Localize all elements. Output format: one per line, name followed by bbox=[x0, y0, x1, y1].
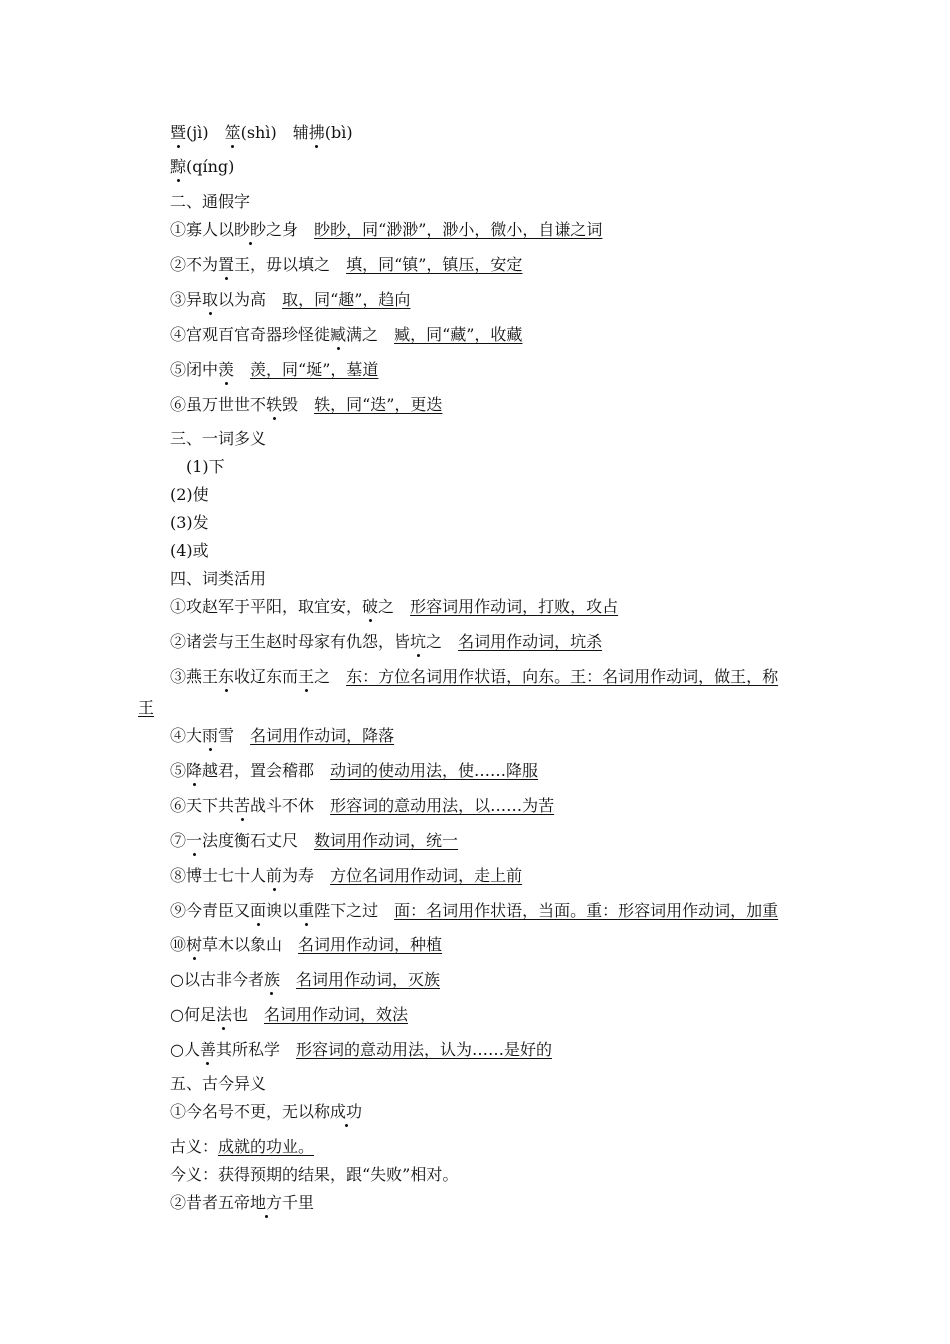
dotted-char: 眇眇 bbox=[234, 220, 267, 239]
item-text: 收辽东而 bbox=[234, 667, 299, 686]
list-item bbox=[170, 725, 394, 747]
list-item bbox=[170, 289, 410, 311]
item-number: ○ bbox=[170, 1040, 184, 1059]
section-heading: 五、古今异义 bbox=[170, 1074, 267, 1093]
item-text: 草木以象山 bbox=[202, 935, 283, 954]
answer-text: 数词用作动词，统一 bbox=[314, 831, 459, 850]
dotted-char: 面 bbox=[250, 901, 267, 920]
item-text: 满之 bbox=[346, 325, 379, 344]
section-heading: 二、通假字 bbox=[170, 192, 251, 211]
dotted-char: 拂 bbox=[308, 123, 325, 142]
dotted-char: 王 bbox=[298, 667, 315, 686]
list-item bbox=[170, 324, 522, 346]
pinyin-line-1 bbox=[170, 122, 353, 144]
item-number: ⑦ bbox=[170, 831, 187, 850]
answer-text: 轶，同“迭”，更迭 bbox=[314, 395, 443, 414]
answer-text: 形容词用作动词，打败，攻占 bbox=[410, 597, 619, 616]
polysemy-item: (2)使 bbox=[170, 485, 209, 504]
item-text: 今名号不更，无以称 bbox=[186, 1102, 331, 1121]
answer-text: 王 bbox=[138, 698, 155, 717]
item-number: ③ bbox=[170, 667, 187, 686]
item-text: 宫观百官奇器珍怪徙 bbox=[186, 325, 331, 344]
answer-text: 名词用作动词，降落 bbox=[250, 726, 395, 745]
dotted-char: 前 bbox=[266, 866, 283, 885]
answer-text: 名词用作动词，种植 bbox=[298, 935, 443, 954]
list-item bbox=[170, 394, 442, 416]
answer-text: 羡，同“埏”，墓道 bbox=[250, 360, 379, 379]
item-number: ④ bbox=[170, 325, 187, 344]
item-text: 燕王 bbox=[186, 667, 219, 686]
list-item bbox=[170, 1039, 552, 1061]
dotted-char: 法 bbox=[215, 1005, 232, 1024]
list-item bbox=[170, 1004, 408, 1026]
item-text: 天下共 bbox=[186, 796, 235, 815]
item-number: ⑤ bbox=[170, 761, 187, 780]
item-text: 千里 bbox=[282, 1193, 315, 1212]
item-number: ⑨ bbox=[170, 901, 187, 920]
item-number: ④ bbox=[170, 726, 187, 745]
answer-text: 方位名词用作动词，走上前 bbox=[330, 866, 523, 885]
item-text: 也 bbox=[232, 1005, 249, 1024]
item-text: 异 bbox=[186, 290, 203, 309]
item-text: 大 bbox=[186, 726, 203, 745]
item-number: ① bbox=[170, 597, 187, 616]
answer-text: 眇眇，同“渺渺”，渺小，微小，自谦之词 bbox=[314, 220, 603, 239]
answer-text: 动词的使动用法，使……降服 bbox=[330, 761, 539, 780]
dotted-char: 地方 bbox=[250, 1193, 283, 1212]
dotted-char: 筮 bbox=[224, 123, 241, 142]
item-text: 王，毋以填之 bbox=[234, 255, 331, 274]
item-text: 今青臣又 bbox=[186, 901, 251, 920]
item-text: 不为 bbox=[186, 255, 219, 274]
item-text: 昔者五帝 bbox=[186, 1193, 251, 1212]
item-number: ○ bbox=[170, 970, 184, 989]
list-item bbox=[170, 666, 778, 688]
list-item bbox=[170, 795, 554, 817]
dotted-char: 善 bbox=[199, 1040, 216, 1059]
list-item bbox=[170, 596, 618, 618]
item-text: 雪 bbox=[218, 726, 235, 745]
answer-text: 东：方位名词用作状语，向东。王：名词用作动词，做王，称 bbox=[346, 667, 779, 686]
dotted-char: 降 bbox=[186, 761, 203, 780]
list-item bbox=[170, 969, 440, 991]
answer-text: 成就的功业。 bbox=[218, 1137, 315, 1156]
list-item bbox=[170, 359, 378, 381]
item-number: ⑩ bbox=[170, 935, 187, 954]
item-text: 之身 bbox=[266, 220, 299, 239]
item-text: 何足 bbox=[183, 1005, 216, 1024]
item-number: ⑥ bbox=[170, 796, 187, 815]
answer-text: 名词用作动词，灭族 bbox=[296, 970, 441, 989]
item-number: ○ bbox=[170, 1005, 184, 1024]
dotted-char: 黥 bbox=[170, 157, 187, 176]
dotted-char: 羡 bbox=[218, 360, 235, 379]
answer-text: 名词用作动词，坑杀 bbox=[458, 632, 603, 651]
pinyin-text: (jì) bbox=[186, 123, 209, 142]
item-text: 战斗不休 bbox=[250, 796, 315, 815]
item-text: 以古非今者 bbox=[183, 970, 264, 989]
item-text: 之 bbox=[314, 667, 331, 686]
dotted-char: 东 bbox=[218, 667, 235, 686]
item-text: 闭中 bbox=[186, 360, 219, 379]
item-text: 法度衡石丈尺 bbox=[202, 831, 299, 850]
item-text: 攻赵军于平阳，取宜安， bbox=[186, 597, 363, 616]
dotted-char: 轶 bbox=[266, 395, 283, 414]
item-text: 越君，置会稽郡 bbox=[202, 761, 315, 780]
item-number: ② bbox=[170, 255, 187, 274]
item-number: ② bbox=[170, 1193, 187, 1212]
polysemy-item: (3)发 bbox=[170, 513, 209, 532]
item-text: 毁 bbox=[282, 395, 299, 414]
polysemy-item: (1)下 bbox=[186, 457, 225, 476]
dotted-char: 取 bbox=[202, 290, 219, 309]
list-item bbox=[170, 219, 602, 241]
item-text: 陛下之过 bbox=[314, 901, 379, 920]
list-item bbox=[170, 830, 458, 852]
dotted-char: 坑 bbox=[410, 632, 427, 651]
polysemy-item: (4)或 bbox=[170, 541, 209, 560]
answer-text: 面：名词用作状语，当面。重：形容词用作动词，加重 bbox=[394, 901, 779, 920]
item-number: ⑤ bbox=[170, 360, 187, 379]
item-number: ⑥ bbox=[170, 395, 187, 414]
dotted-char: 一 bbox=[186, 831, 203, 850]
list-item bbox=[170, 934, 442, 956]
item-text: 博士七十人 bbox=[186, 866, 267, 885]
answer-continuation bbox=[138, 697, 154, 719]
item-text: 寡人以 bbox=[186, 220, 235, 239]
dotted-char: 置 bbox=[218, 255, 235, 274]
section-heading: 四、词类活用 bbox=[170, 569, 267, 588]
dotted-char: 苦 bbox=[234, 796, 251, 815]
list-item bbox=[170, 631, 602, 653]
ancient-label: 古义： bbox=[170, 1137, 219, 1156]
item-text: 诸尝与王生赵时母家有仇怨，皆 bbox=[186, 632, 411, 651]
ancient-meaning bbox=[170, 1136, 314, 1158]
pinyin-text: (qíng) bbox=[186, 157, 235, 176]
pinyin-text: (shì) bbox=[240, 123, 277, 142]
item-number: ③ bbox=[170, 290, 187, 309]
item-text: 其所私学 bbox=[216, 1040, 281, 1059]
list-item bbox=[170, 865, 522, 887]
list-item bbox=[170, 900, 778, 922]
dotted-char: 暨 bbox=[170, 123, 187, 142]
item-text: 以为高 bbox=[218, 290, 267, 309]
dotted-char: 族 bbox=[263, 970, 280, 989]
dotted-char: 树 bbox=[186, 935, 203, 954]
answer-text: 形容词的意动用法，认为……是好的 bbox=[296, 1040, 553, 1059]
plain-char: 辅 bbox=[292, 123, 309, 142]
list-item bbox=[170, 1192, 314, 1214]
list-item bbox=[170, 760, 538, 782]
item-text: 之 bbox=[378, 597, 395, 616]
dotted-char: 成功 bbox=[330, 1102, 363, 1121]
item-number: ① bbox=[170, 1102, 187, 1121]
answer-text: 填，同“镇”，镇压，安定 bbox=[346, 255, 523, 274]
dotted-char: 雨 bbox=[202, 726, 219, 745]
item-text: 之 bbox=[426, 632, 443, 651]
item-number: ② bbox=[170, 632, 187, 651]
item-number: ⑧ bbox=[170, 866, 187, 885]
list-item bbox=[170, 254, 522, 276]
dotted-char: 破 bbox=[362, 597, 379, 616]
section-heading: 三、一词多义 bbox=[170, 429, 267, 448]
item-text: 人 bbox=[183, 1040, 200, 1059]
pinyin-text: (bì) bbox=[324, 123, 353, 142]
item-number: ① bbox=[170, 220, 187, 239]
list-item bbox=[170, 1101, 362, 1123]
item-text: 虽万世世不 bbox=[186, 395, 267, 414]
pinyin-line-2 bbox=[170, 156, 234, 178]
item-text: 谀以 bbox=[266, 901, 299, 920]
answer-text: 臧，同“藏”，收藏 bbox=[394, 325, 523, 344]
dotted-char: 重 bbox=[298, 901, 315, 920]
answer-text: 形容词的意动用法，以……为苦 bbox=[330, 796, 555, 815]
modern-meaning: 今义：获得预期的结果，跟“失败”相对。 bbox=[170, 1165, 459, 1184]
answer-text: 取，同“趣”，趋向 bbox=[282, 290, 411, 309]
item-text: 为寿 bbox=[282, 866, 315, 885]
dotted-char: 臧 bbox=[330, 325, 347, 344]
answer-text: 名词用作动词，效法 bbox=[264, 1005, 409, 1024]
